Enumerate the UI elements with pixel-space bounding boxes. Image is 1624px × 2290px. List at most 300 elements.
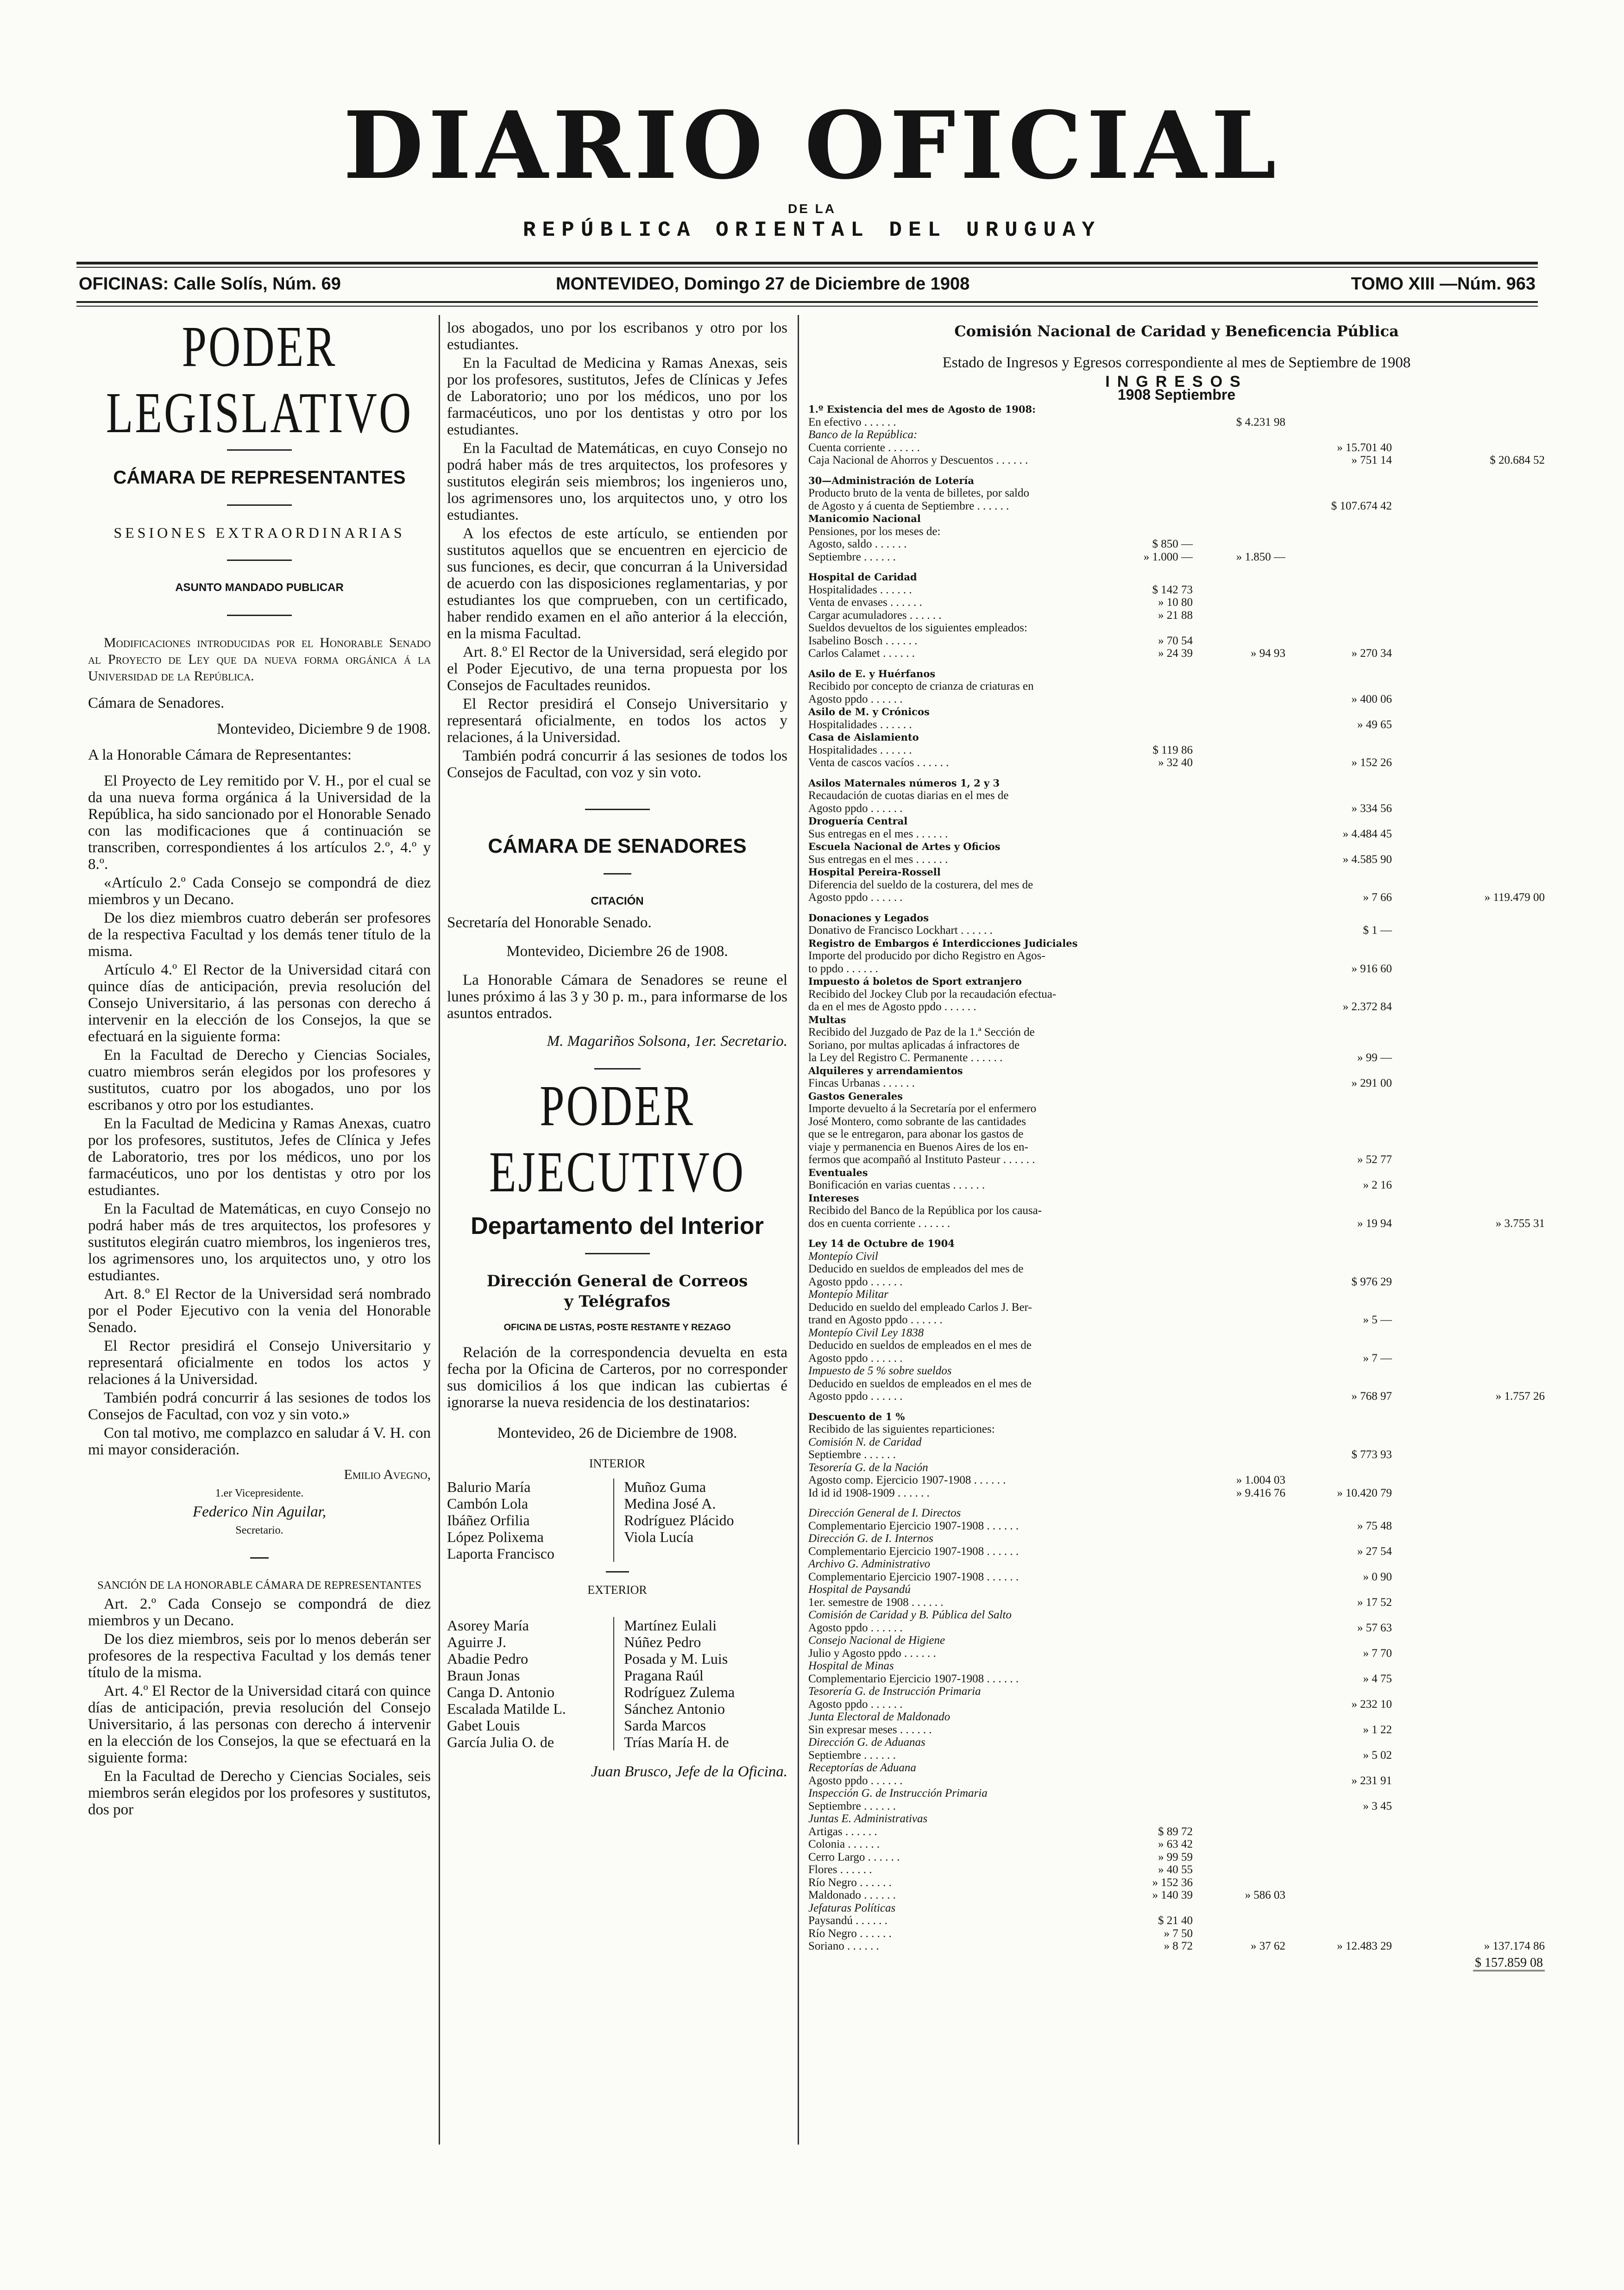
ledger-amount: » 27 54 [1357,1545,1392,1558]
interior-names [447,1478,787,1562]
ledger-label: trand en Agosto ppdo . . . . . . [808,1314,943,1326]
issue-date: MONTEVIDEO, Domingo 27 de Diciembre de 1908 [556,274,970,294]
ledger-heading-row [808,1013,1545,1026]
ledger-label: Complementario Ejercicio 1907-1908 . . . . . . [808,1519,1019,1532]
ledger-amount: $ 107.674 42 [1331,499,1392,512]
ledger-row [808,1327,1545,1340]
ledger-label: Recibido del Juzgado de Paz de la 1.ª Sección de [808,1026,1035,1038]
ledger-heading-row [808,1090,1545,1103]
ledger-row [808,1507,1545,1520]
ledger-label: Gastos Generales [808,1090,903,1102]
ledger-label: Asilos Maternales números 1, 2 y 3 [808,777,1000,789]
ledger-row [808,1204,1545,1217]
ledger-heading-row [808,403,1545,416]
ledger-label: Complementario Ejercicio 1907-1908 . . . . . . [808,1570,1019,1583]
separator [594,1068,641,1070]
interior-names-left [447,1478,614,1562]
citacion-heading: CITACIÓN [591,895,644,907]
ledger-label: Agosto ppdo . . . . . . [808,1390,903,1403]
ledger-label: Flores . . . . . . [808,1863,872,1876]
paragraph: Con tal motivo, me complazco en saludar á V. H. con mi mayor consideración. [88,1425,431,1458]
ledger-amount: » 2 16 [1363,1179,1392,1191]
ledger-row [808,1077,1545,1090]
ledger-label: Recibido del Banco de la República por los causa- [808,1204,1042,1217]
exterior-names-left [447,1617,614,1750]
grand-total [808,1957,1545,1969]
ledger-label: Archivo G. Administrativo [808,1558,931,1570]
ledger-label: Receptorías de Aduana [808,1762,916,1774]
ledger-row [808,1596,1545,1609]
ledger-amount: » 7 50 [1164,1927,1193,1940]
ledger-row [808,1876,1545,1889]
ledger-label: Deducido en sueldos de empleados en el mes de [808,1339,1032,1352]
addressee-name: López Polixema [447,1529,544,1545]
ledger-label: Cargar acumuladores . . . . . . [808,609,942,622]
ledger-label: Montepío Civil [808,1250,878,1263]
ledger-row [808,1647,1545,1660]
paragraph: De los diez miembros cuatro deberán ser profesores de la respectiva Facultad y los demás tener título de la misma. [88,910,431,960]
ledger-amount: » 231 91 [1351,1774,1392,1787]
ledger-row [808,1026,1545,1039]
exterior-label: EXTERIOR [587,1583,647,1597]
departamento-interior-heading: Departamento del Interior [471,1213,764,1239]
ledger-label: 30—Administración de Lotería [808,474,975,486]
separator [227,504,292,506]
ledger-row [808,1685,1545,1698]
ledger-heading-row [808,571,1545,584]
ledger-label: Recibido del Jockey Club por la recaudación efectua- [808,988,1057,1000]
sancion-heading: SANCIÓN DE LA HONORABLE CÁMARA DE REPRESENTANTES [97,1579,422,1592]
ledger-label: Eventuales [808,1166,868,1178]
ledger-label: Caja Nacional de Ahorros y Descuentos . . . . . . [808,454,1028,466]
ledger-row [808,1436,1545,1449]
ingresos-heading: INGRESOS [1105,373,1248,390]
ledger-label: Agosto ppdo . . . . . . [808,802,903,815]
septiembre-heading: 1908 Septiembre [1117,386,1236,403]
ledger-label: Multas [808,1013,846,1025]
ledger-row [808,802,1545,815]
interior-label: INTERIOR [589,1457,646,1470]
ledger-label: Isabelino Bosch . . . . . . [808,634,918,647]
ledger-row [808,416,1545,429]
paragraph: En la Facultad de Derecho y Ciencias Sociales, seis miembros serán elegidos por los profesores y sustitutos, dos por [88,1768,431,1818]
ledger-label: Producto bruto de la venta de billetes, por saldo [808,487,1029,499]
ledger-amount: » 1.850 — [1236,550,1285,563]
addressee-name: Escalada Matilde L. [447,1700,566,1717]
ledger-label: la Ley del Registro C. Permanente . . . . . . [808,1051,1003,1064]
ledger-label: Hospital de Paysandú [808,1583,911,1596]
ledger-row [808,1532,1545,1545]
column-divider [798,315,799,2145]
ledger-row [808,1825,1545,1838]
ledger-amount: » 8 72 [1164,1940,1193,1952]
title-republica: REPÚBLICA ORIENTAL DEL URUGUAY [522,218,1102,242]
ledger-label: Agosto ppdo . . . . . . [808,1352,903,1365]
ledger-row [808,1365,1545,1378]
ledger-row [808,1352,1545,1365]
ledger-heading-row [808,1192,1545,1205]
ledger-row [808,1263,1545,1276]
ledger-label: Soriano . . . . . . [808,1940,879,1952]
ledger-amount: » 232 10 [1351,1698,1392,1711]
ledger-label: Dirección G. de Aduanas [808,1736,925,1749]
ledger-label: Deducido en sueldos de empleados en el mes de [808,1377,1032,1390]
citacion-text: La Honorable Cámara de Senadores se reune el lunes próximo á las 3 y 30 p. m., para informarse de los asuntos entrados. [447,972,787,1022]
ledger-amount: » 94 93 [1251,647,1285,660]
ledger-amount: » 7 66 [1363,891,1392,904]
ledger-amount: » 5 02 [1363,1749,1392,1762]
ledger-label: viaje y permanencia en Buenos Aires de los en- [808,1140,1028,1153]
addressee-name: Núñez Pedro [624,1634,701,1650]
ledger-label: Consejo Nacional de Higiene [808,1634,945,1647]
telegrafos-heading: y Telégrafos [564,1292,671,1311]
ledger-label: Río Negro . . . . . . [808,1876,892,1889]
ledger-amount: $ 4.231 98 [1236,415,1285,428]
ledger-row [808,1314,1545,1327]
ledger-row [808,1102,1545,1115]
paragraph: El Rector presidirá el Consejo Universitario y representará oficialmente en todos los actos y relaciones á la Universidad. [88,1338,431,1388]
ledger-row [808,1736,1545,1749]
ledger-label: Recibido de las siguientes reparticiones: [808,1423,995,1435]
ledger-amount: » 270 34 [1351,647,1392,660]
ledger-label: Dirección General de I. Directos [808,1507,961,1519]
citacion-date: Montevideo, Diciembre 26 de 1908. [506,943,728,960]
signature-avegno: Emilio Avegno, [344,1467,431,1482]
ledger-amount: $ 850 — [1152,538,1193,550]
paragraph: En la Facultad de Derecho y Ciencias Sociales, cuatro miembros serán elegidos por los profesores y sustitutos, cuatro por los abogados, uno por los escribanos y otro por los estudiantes. [88,1047,431,1114]
exterior-names-right [624,1617,787,1750]
ledger-amount: » 4.585 90 [1342,853,1392,866]
row-gap [808,769,1545,777]
addressee-name: Medina José A. [624,1495,716,1512]
ledger-label: Hospital de Minas [808,1660,894,1672]
relacion-text: Relación de la correspondencia devuelta en esta fecha por la Oficina de Carteros, por no corresponder sus domicilios á los que indican las cubiertas é ignorarse la nueva residencia de los destinatarios: [447,1344,787,1411]
ledger-heading-row [808,937,1545,950]
ledger-row [808,1762,1545,1774]
addressee-name: Cambón Lola [447,1495,529,1512]
ledger-row [808,1851,1545,1864]
ledger-heading-row [808,512,1545,525]
addressee-name: Muñoz Guma [624,1478,706,1495]
separator [585,1253,650,1254]
ledger-label: Complementario Ejercicio 1907-1908 . . . . . . [808,1545,1019,1558]
asunto-heading: ASUNTO MANDADO PUBLICAR [175,581,344,594]
ledger-label: Asilo de M. y Crónicos [808,706,930,717]
paragraph: los abogados, uno por los escribanos y otro por los estudiantes. [447,320,787,353]
ledger-amount: » 5 — [1363,1314,1392,1326]
ledger-label: Alquileres y arrendamientos [808,1064,963,1076]
ledger-label: Venta de envases . . . . . . [808,596,922,609]
ledger-amount: » 152 26 [1351,756,1392,769]
ledger-label: Fincas Urbanas . . . . . . [808,1077,915,1089]
ledger-row [808,1128,1545,1141]
ledger-row [808,1914,1545,1927]
ledger-row [808,680,1545,693]
citacion-signature: M. Magariños Solsona, 1er. Secretario. [547,1033,787,1050]
ledger-label: Registro de Embargos é Interdicciones Judiciales [808,937,1078,949]
addressee-name: Sánchez Antonio [624,1700,725,1717]
sesiones-heading: SESIONES EXTRAORDINARIAS [113,524,405,541]
ledger-heading-row [808,866,1545,879]
ledger-label: Montepío Civil Ley 1838 [808,1326,924,1339]
ledger-label: Septiembre . . . . . . [808,1749,896,1762]
ledger-heading-row [808,731,1545,744]
ledger-row [808,1634,1545,1647]
ledger-row [808,454,1545,467]
ledger-label: Paysandú . . . . . . [808,1914,888,1927]
ledger-label: Septiembre . . . . . . [808,1799,896,1812]
ledger-label: Comisión N. de Caridad [808,1435,922,1448]
ledger-row [808,924,1545,937]
ledger-label: Agosto ppdo . . . . . . [808,891,903,904]
ledger-label: Donaciones y Legados [808,912,929,924]
ledger-label: Comisión de Caridad y B. Pública del Salto [808,1609,1012,1621]
addressee-name: Canga D. Antonio [447,1684,554,1700]
ledger-amount: » 119.479 00 [1484,891,1545,904]
separator [227,449,292,451]
ledger-amount: » 57 63 [1357,1621,1392,1634]
ledger-row [808,1000,1545,1013]
addressee-name: Ibáñez Orfilia [447,1512,530,1529]
paragraph: En la Facultad de Medicina y Ramas Anexas, cuatro por los profesores, sustitutos, Jefes de Clínica y Jefes de Laboratorio, tres por los médicos, uno por los farmacéuticos, uno por los dentistas y otro por los estudiantes. [88,1115,431,1199]
ledger-label: Sus entregas en el mes . . . . . . [808,827,948,840]
secretaria-text: Secretaría del Honorable Senado. [447,914,652,931]
ledger-label: Jefaturas Políticas [808,1901,896,1914]
ledger-row [808,1423,1545,1436]
ledger-heading-row [808,912,1545,925]
addressee-name: Sarda Marcos [624,1717,706,1734]
ledger-row [808,1838,1545,1851]
ledger-amount: $ 1 — [1363,924,1392,937]
oficina-listas-heading: OFICINA DE LISTAS, POSTE RESTANTE Y REZAGO [504,1322,731,1333]
ledger-label: da en el mes de Agosto ppdo . . . . . . [808,1000,976,1013]
ledger-label: que se le entregaron, para abonar los gastos de [808,1128,1024,1140]
ledger-row [808,1487,1545,1500]
paragraph: Artículo 4.º El Rector de la Universidad citará con quince días de anticipación, previa resolución del Consejo Universitario, á las personas con derecho á intervenir en la elección de los Consejos, la que se efectuará en la siguiente forma: [88,962,431,1045]
ledger-row [808,1390,1545,1403]
addressee-name: Gabet Louis [447,1717,520,1734]
ledger-label: Soriano, por multas aplicadas á infractores de [808,1038,1020,1051]
ledger-heading-row [808,975,1545,988]
ledger-row [808,428,1545,441]
ledger-row [808,1812,1545,1825]
ledger-row [808,1288,1545,1301]
ledger-label: Importe del producido por dicho Registro en Agos- [808,950,1045,962]
ledger-row [808,1571,1545,1584]
ledger-amount: » 52 77 [1357,1153,1392,1166]
ledger-label: Impuesto de 5 % sobre sueldos [808,1365,952,1377]
ledger-row [808,1153,1545,1166]
ledger-amount: » 152 36 [1152,1876,1193,1889]
row-gap [808,1230,1545,1237]
ledger-amount: » 37 62 [1251,1940,1285,1952]
ledger-amount: » 1.004 03 [1236,1474,1285,1486]
ledger-label: 1er. semestre de 1908 . . . . . . [808,1596,944,1609]
ledger-row [808,538,1545,551]
ledger-label: Sin expresar meses . . . . . . [808,1723,932,1736]
ledger-amount: » 140 39 [1152,1889,1193,1901]
ledger-row [808,718,1545,731]
exterior-names [447,1617,787,1750]
ledger-row [808,551,1545,564]
addressee-name: Viola Lucía [624,1529,694,1545]
ledger-row [808,1698,1545,1711]
ledger-row [808,1558,1545,1571]
ledger-label: Diferencia del sueldo de la costurera, del mes de [808,878,1033,891]
camara-senadores-heading: CÁMARA DE SENADORES [488,835,747,857]
ledger-label: Bonificación en varias cuentas . . . . . . [808,1179,985,1191]
ledger-row [808,1902,1545,1915]
ledger-amount: » 586 03 [1245,1889,1285,1901]
ledger-heading-row [808,1166,1545,1179]
ledger-label: Intereses [808,1192,859,1204]
ledger-row [808,1673,1545,1686]
column-caridad [808,320,1545,1969]
ledger-amount: » 291 00 [1351,1077,1392,1089]
ledger-row [808,879,1545,892]
ledger-row [808,1448,1545,1461]
ledger-amount: $ 976 29 [1351,1275,1392,1288]
ledger-amount: » 15.701 40 [1337,441,1392,454]
ledger-label: Complementario Ejercicio 1907-1908 . . . . . . [808,1672,1019,1685]
signature-title: Secretario. [235,1524,283,1536]
addressee-name: García Julia O. de [447,1734,554,1750]
ledger-row [808,1378,1545,1390]
section-heading-ejecutivo: PODER EJECUTIVO [489,1073,746,1204]
ledger-row [808,647,1545,660]
info-bar-rule [76,301,1538,303]
ledger-label: Asilo de E. y Huérfanos [808,667,936,679]
ledger-amount: » 63 42 [1158,1838,1193,1850]
ledger-label: Venta de cascos vacíos . . . . . . [808,756,949,769]
addressee-name: Rodríguez Plácido [624,1512,734,1529]
ledger-amount: » 400 06 [1351,692,1392,705]
ledger-label: Sueldos devueltos de los siguientes empleados: [808,622,1027,634]
ledger-row [808,1179,1545,1192]
ledger-label: José Montero, como sobrante de las cantidades [808,1115,1026,1128]
paragraph: De los diez miembros, seis por lo menos deberán ser profesores de la respectiva Facultad y los demás tener título de la misma. [88,1631,431,1681]
ledger-row [808,1800,1545,1813]
ledger-label: Agosto, saldo . . . . . . [808,538,907,550]
ledger-label: Ley 14 de Octubre de 1904 [808,1238,955,1249]
ledger-label: Inspección G. de Instrucción Primaria [808,1787,988,1799]
ledger-heading-row [808,474,1545,487]
ledger-label: Dirección G. de I. Internos [808,1532,933,1545]
letter-addressee: A la Honorable Cámara de Representantes: [88,747,352,763]
ledger-label: En efectivo . . . . . . [808,415,896,428]
paragraph: A los efectos de este artículo, se entienden por sustitutos aquellos que se encuentren en ejercicio de sus funciones, es decir, que concurran á la Universidad de acuerdo con las disposiciones reglamentarias, y por estudiantes los que comprueben, con un certificado, haber rendido examen en el año anterior á la elección, en la misma Facultad. [447,525,787,642]
ledger-label: Cuenta corriente . . . . . . [808,441,920,454]
addressee-name: Posada y M. Luis [624,1650,728,1667]
row-gap [808,1499,1545,1507]
direccion-correos-heading: Dirección General de Correos [486,1272,748,1290]
ledger-heading-row [808,815,1545,828]
ledger-label: Hospitalidades . . . . . . [808,583,912,596]
separator [606,1571,629,1573]
ledger-row [808,950,1545,963]
ledger-row [808,525,1545,538]
ledger-amount: » 137.174 86 [1484,1940,1545,1952]
ledger-label: Carlos Calamet . . . . . . [808,647,915,660]
relacion-date: Montevideo, 26 de Diciembre de 1908. [497,1425,737,1441]
paragraph: Art. 8.º El Rector de la Universidad será nombrado por el Poder Ejecutivo con la venia del Honorable Senado. [88,1286,431,1336]
title-de-la: DE LA [788,201,836,216]
ledger-label: fermos que acompañó al Instituto Pasteur . . . . . . [808,1153,1035,1166]
addressee-name: Aguirre J. [447,1634,506,1650]
ledger-label: Hospitalidades . . . . . . [808,718,912,731]
ledger-amount: » 75 48 [1357,1519,1392,1532]
ledger-heading-row [808,1064,1545,1077]
ledger-row [808,500,1545,513]
ledger-label: Hospital de Caridad [808,571,917,583]
ledger-label: Agosto ppdo . . . . . . [808,1621,903,1634]
paragraph: También podrá concurrir á las sesiones de todos los Consejos de Facultad, con voz y sin voto.» [88,1390,431,1423]
ledger-row [808,853,1545,866]
jefe-signature: Juan Brusco, Jefe de la Oficina. [591,1763,787,1780]
ledger-amount: » 0 90 [1363,1570,1392,1583]
ledger-amount: » 7 — [1363,1352,1392,1365]
ledger-label: Septiembre . . . . . . [808,1448,896,1461]
ledger-row [808,441,1545,454]
ledger-heading-row [808,705,1545,718]
ledger-label: Maldonado . . . . . . [808,1889,896,1901]
interior-names-right [624,1478,787,1562]
ledger-amount: » 3 45 [1363,1799,1392,1812]
ledger-amount: » 19 94 [1357,1217,1392,1230]
ledger-row [808,1141,1545,1154]
ledger-row [808,584,1545,597]
offices-address: OFICINAS: Calle Solís, Núm. 69 [79,274,341,294]
ledger-label: Montepío Militar [808,1288,888,1301]
paragraph: El Proyecto de Ley remitido por V. H., por el cual se da una nueva forma orgánica á la Universidad de la República, ha sido sancionado por el Honorable Senado con las modificaciones que á continuación se transcriben, correspondientes á los artículos 2.º, 4.º y 8.º. [88,773,431,873]
ledger-row [808,1474,1545,1487]
ledger-row [808,1276,1545,1289]
info-bar [79,272,1536,300]
ledger-label: 1.º Existencia del mes de Agosto de 1908: [808,403,1036,415]
addressee-name: Laporta Francisco [447,1545,554,1562]
ledger-heading-row [808,840,1545,853]
ledger-label: Agosto ppdo . . . . . . [808,1275,903,1288]
ledger-row [808,1927,1545,1940]
camara-representantes-heading: CÁMARA DE REPRESENTANTES [113,467,406,488]
paragraph: Art. 8.º El Rector de la Universidad, será elegido por el Poder Ejecutivo, de una terna propuesta por los Consejos de Facultades reunidos. [447,644,787,694]
ledger-label: Agosto ppdo . . . . . . [808,1774,903,1787]
addressee-name: Balurio María [447,1478,531,1495]
ledger-label: Importe devuelto á la Secretaría por el enfermero [808,1102,1037,1115]
ledger-amount: » 99 — [1357,1051,1392,1064]
ledger-amount: » 4.484 45 [1342,827,1392,840]
ledger-row [808,609,1545,622]
ledger-label: Droguería Central [808,815,908,827]
ledger-row [808,744,1545,757]
ledger-heading-row [808,1410,1545,1423]
masthead [0,93,1624,242]
ledger-amount: » 10.420 79 [1337,1486,1392,1499]
ledger-row [808,963,1545,975]
ledger-row [808,1622,1545,1635]
ledger-row [808,756,1545,769]
addressee-name: Rodríguez Zulema [624,1684,735,1700]
ledger-row [808,1217,1545,1230]
addressee-name: Braun Jonas [447,1667,520,1684]
row-gap [808,563,1545,571]
ledger-amount: $ 119 86 [1152,743,1193,756]
ledger-label: Manicomio Nacional [808,513,921,524]
addressee-name: Abadie Pedro [447,1650,529,1667]
ledger-row [808,1774,1545,1787]
ledger-row [808,622,1545,635]
ledger-row [808,1940,1545,1953]
